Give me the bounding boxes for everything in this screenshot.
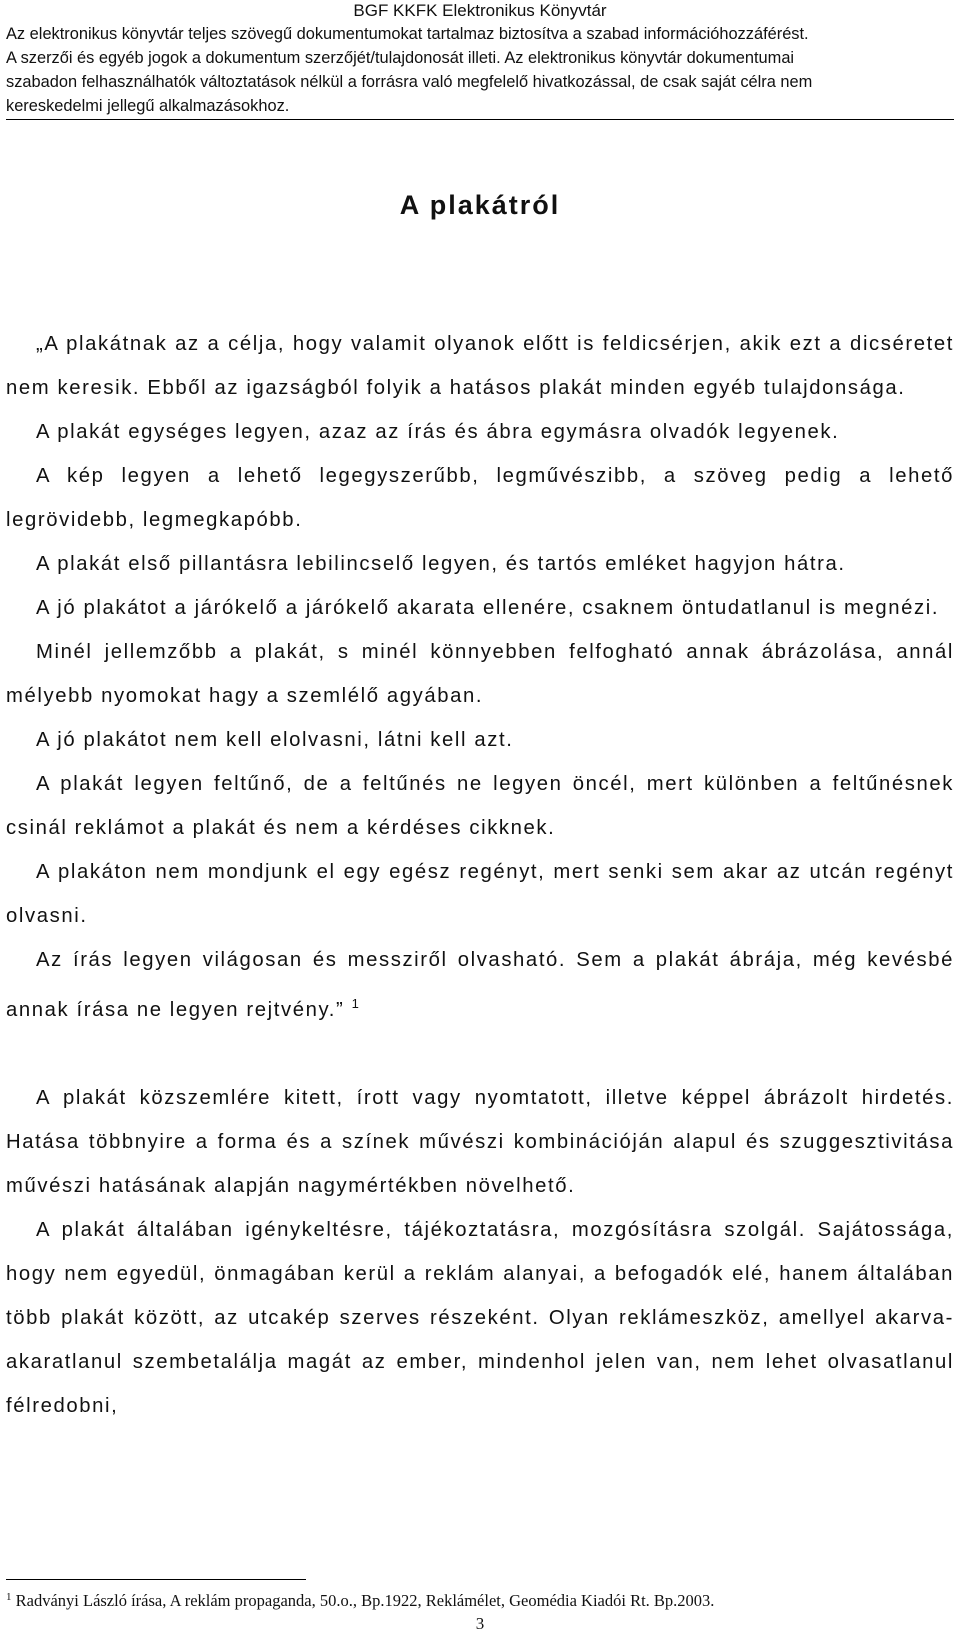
library-header: [6, 0, 954, 120]
header-notice-line-3: szabadon felhasználhatók változtatások nélkül a forrásra való megfelelő hivatkozással, de csak saját célra nem: [6, 73, 813, 91]
footnote: [6, 1587, 954, 1611]
quote-paragraph: „A plakátnak az a célja, hogy valamit olyanok előtt is feldicsérjen, akik ezt a dicséretet nem keresik. Ebből az igazságból folyik a hatásos plakát minden egyéb tulajdonsága.: [6, 333, 954, 399]
quote-paragraph: A kép legyen a lehető legegyszerűbb, legművészibb, a szöveg pedig a lehető legrövidebb, legmegkapóbb.: [6, 465, 954, 531]
footnote-divider: [6, 1579, 306, 1580]
quote-paragraph: A plakát első pillantásra lebilincselő legyen, és tartós emléket hagyjon hátra.: [36, 553, 846, 575]
quote-paragraph: A jó plakátot a járókelő a járókelő akarata ellenére, csaknem öntudatlanul is megnézi.: [36, 597, 940, 619]
header-notice-line-4: kereskedelmi jellegű alkalmazásokhoz.: [6, 97, 290, 115]
footnote-text: Radványi László írása, A reklám propaganda, 50.o., Bp.1922, Reklámélet, Geomédia Kiadói Rt. Bp.2003.: [11, 1591, 715, 1610]
body-paragraph: A plakát általában igénykeltésre, tájékoztatásra, mozgósításra szolgál. Sajátossága, hogy nem egyedül, önmagában kerül a reklám alanyai, a befogadók elé, hanem általában több plakát között, az utcakép szerves részeként. Olyan reklámeszköz, amellyel akarva-akaratlanul szembetalálja magát az ember, mindenhol jelen van, nem lehet olvasatlanul félredobni,: [6, 1219, 954, 1417]
library-name: BGF KKFK Elektronikus Könyvtár: [353, 1, 607, 20]
quote-paragraph-last: [6, 938, 954, 1032]
quote-paragraph: A plakáton nem mondjunk el egy egész regényt, mert senki sem akar az utcán regényt olvasni.: [6, 861, 954, 927]
quote-paragraph: A plakát egységes legyen, azaz az írás és ábra egymásra olvadók legyenek.: [36, 421, 840, 443]
page-number: 3: [475, 1614, 485, 1633]
header-notice-line-2: A szerzői és egyéb jogok a dokumentum szerzőjét/tulajdonosát illeti. Az elektronikus könyvtár dokumentumai: [6, 49, 795, 67]
document-body: [6, 322, 954, 1428]
footnote-reference[interactable]: 1: [351, 996, 359, 1011]
footnote-marker: 1: [6, 1591, 12, 1603]
quote-paragraph-text: Az írás legyen világosan és messziről olvasható. Sem a plakát ábrája, még kevésbé annak írása ne legyen rejtvény.”: [6, 949, 954, 1021]
header-notice-line-1: Az elektronikus könyvtár teljes szövegű dokumentumokat tartalmaz biztosítva a szabad információhozzáférést.: [6, 25, 809, 43]
quote-paragraph: Minél jellemzőbb a plakát, s minél könnyebben felfogható annak ábrázolása, annál mélyebb nyomokat hagy a szemlélő agyában.: [6, 641, 954, 707]
quote-paragraph: A plakát legyen feltűnő, de a feltűnés ne legyen öncél, mert különben a feltűnésnek csinál reklámot a plakát és nem a kérdéses cikknek.: [6, 773, 954, 839]
body-paragraph: A plakát közszemlére kitett, írott vagy nyomtatott, illetve képpel ábrázolt hirdetés. Hatása többnyire a forma és a színek művészi kombinációján alapul és szuggesztivitása művészi hatásának alapján nagymértékben növelhető.: [6, 1087, 954, 1197]
document-title: A plakátról: [399, 190, 561, 220]
quote-paragraph: A jó plakátot nem kell elolvasni, látni kell azt.: [36, 729, 514, 751]
